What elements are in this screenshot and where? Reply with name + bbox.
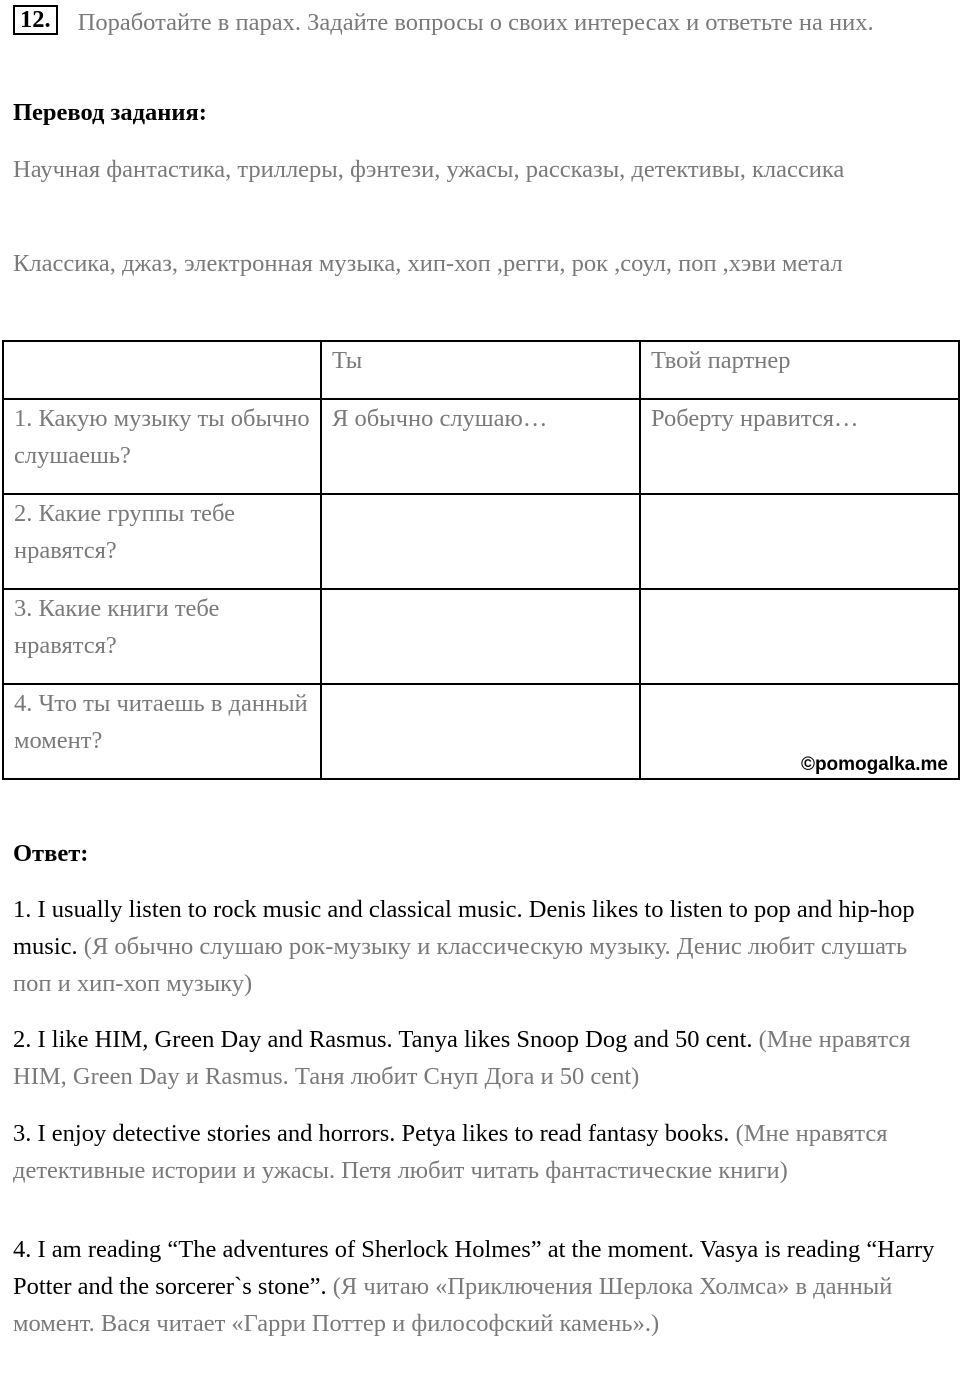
watermark: ©pomogalka.me — [800, 754, 948, 775]
translation-genres-books: Научная фантастика, триллеры, фэнтези, ужасы, рассказы, детективы, классика — [13, 156, 845, 183]
answer-english: 3. I enjoy detective stories and horrors. Petya likes to read fantasy books. — [13, 1120, 730, 1147]
table-header-cell: Ты — [321, 341, 640, 399]
answer-russian: (Я читаю «Приключения Шерлока Холмса» в данный момент. Вася читает «Гарри Поттер и философский камень».) — [13, 1273, 893, 1337]
answer-item — [13, 1021, 948, 1095]
table-cell-partner — [640, 494, 959, 589]
answer-english: 2. I like HIM, Green Day and Rasmus. Tanya likes Snoop Dog and 50 cent. — [13, 1026, 753, 1053]
answer-heading: Ответ: — [13, 840, 89, 867]
table-row — [3, 494, 959, 589]
translation-genres-music: Классика, джаз, электронная музыка, хип-хоп ,регги, рок ,соул, поп ,хэви метал — [13, 250, 843, 277]
answer-item — [13, 891, 948, 1002]
table-cell-partner — [640, 589, 959, 684]
task-instruction — [13, 4, 948, 41]
table-cell-you — [321, 589, 640, 684]
table-question-cell: 2. Какие группы тебе нравятся? — [3, 494, 321, 589]
answer-english: 1. I usually listen to rock music and classical music. Denis likes to listen to pop and hip-hop music. — [13, 896, 915, 960]
answer-russian: (Мне нравятся детективные истории и ужасы. Петя любит читать фантастические книги) — [13, 1120, 888, 1184]
table-header-cell: Твой партнер — [640, 341, 959, 399]
table-cell-partner: Роберту нравится… — [640, 399, 959, 494]
translation-heading: Перевод задания: — [13, 99, 207, 126]
table-row — [3, 399, 959, 494]
table-cell-you — [321, 684, 640, 779]
table-header-cell — [3, 341, 321, 399]
table-question-cell: 1. Какую музыку ты обычно слушаешь? — [3, 399, 321, 494]
task-text: Поработайте в парах. Задайте вопросы о своих интересах и ответьте на них. — [77, 9, 874, 36]
answer-item — [13, 1115, 948, 1189]
table-cell-you — [321, 494, 640, 589]
table-question-cell: 4. Что ты читаешь в данный момент? — [3, 684, 321, 779]
table-question-cell: 3. Какие книги тебе нравятся? — [3, 589, 321, 684]
table-row — [3, 684, 959, 779]
answer-english: 4. I am reading “The adventures of Sherlock Holmes” at the moment. Vasya is reading “Harry Potter and the sorcerer`s stone”. — [13, 1236, 935, 1300]
answer-item — [13, 1231, 948, 1342]
table-cell-partner — [640, 684, 959, 779]
answer-russian: (Я обычно слушаю рок-музыку и классическую музыку. Денис любит слушать поп и хип-хоп музыку) — [13, 933, 908, 997]
table-header-row — [3, 341, 959, 399]
task-number: 12. — [13, 5, 58, 35]
table-cell-you: Я обычно слушаю… — [321, 399, 640, 494]
answer-russian: (Мне нравятся HIM, Green Day и Rasmus. Таня любит Снуп Дога и 50 cent) — [13, 1026, 911, 1090]
interests-table — [2, 340, 960, 780]
table-row — [3, 589, 959, 684]
